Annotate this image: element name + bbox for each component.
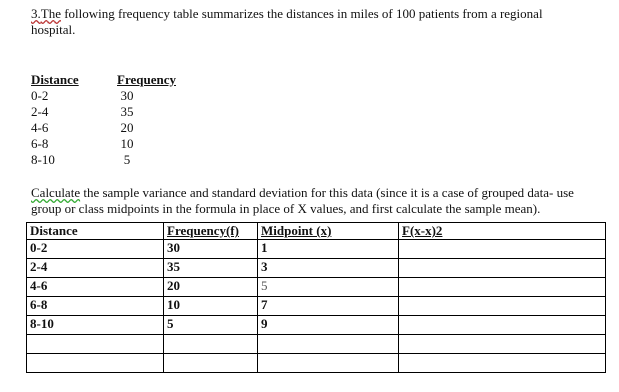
midpoint-cell[interactable] [258, 354, 399, 373]
frequency-table-row [31, 88, 177, 104]
deviation-cell[interactable] [399, 354, 606, 373]
distance-cell[interactable]: 6-8 [27, 297, 164, 316]
frequency-cell: 20 [120, 120, 134, 135]
work-table [26, 222, 606, 373]
frequency-table-row [31, 120, 177, 136]
table-row [27, 354, 606, 373]
frequency-cell: 30 [120, 88, 134, 103]
midpoint-cell[interactable]: 5 [258, 278, 399, 297]
frequency-table-row [31, 104, 177, 120]
deviation-cell[interactable] [399, 259, 606, 278]
frequency-table [31, 72, 177, 168]
frequency-header: Frequency [117, 72, 176, 87]
intro-paragraph [31, 6, 571, 38]
frequency-cell[interactable]: 35 [164, 259, 258, 278]
frequency-cell[interactable]: 20 [164, 278, 258, 297]
work-table-header [27, 223, 606, 240]
distance-cell: 4-6 [31, 120, 49, 135]
distance-cell: 6-8 [31, 136, 49, 151]
frequency-column-header: Frequency(f) [164, 223, 258, 240]
distance-cell[interactable]: 0-2 [27, 240, 164, 259]
deviation-cell[interactable] [399, 240, 606, 259]
frequency-table-header [31, 72, 177, 88]
midpoint-column-header: Midpoint (x) [258, 223, 399, 240]
deviation-cell[interactable] [399, 316, 606, 335]
instructions-calculate: Calculate [31, 185, 81, 200]
deviation-cell[interactable] [399, 297, 606, 316]
distance-cell: 2-4 [31, 104, 49, 119]
deviation-cell[interactable] [399, 278, 606, 297]
instructions-paragraph [31, 185, 591, 217]
midpoint-cell[interactable]: 9 [258, 316, 399, 335]
frequency-cell[interactable]: 5 [164, 316, 258, 335]
table-row [27, 259, 606, 278]
distance-cell[interactable] [27, 354, 164, 373]
frequency-cell[interactable] [164, 354, 258, 373]
intro-the: The [40, 6, 61, 21]
midpoint-cell[interactable]: 7 [258, 297, 399, 316]
midpoint-cell[interactable] [258, 335, 399, 354]
frequency-table-row [31, 152, 177, 168]
instructions-text: the sample variance and standard deviation for this data (since it is a case of grouped data- use group or class midpoints in the formula in place of X values, and first calculate the sample mean). [31, 185, 574, 216]
frequency-cell[interactable]: 30 [164, 240, 258, 259]
distance-cell: 8-10 [31, 152, 55, 167]
frequency-cell: 35 [120, 104, 134, 119]
frequency-cell[interactable]: 10 [164, 297, 258, 316]
midpoint-cell[interactable]: 3 [258, 259, 399, 278]
table-row [27, 297, 606, 316]
distance-cell[interactable]: 8-10 [27, 316, 164, 335]
frequency-cell: 10 [120, 136, 134, 151]
document-body [31, 6, 611, 216]
distance-cell[interactable]: 2-4 [27, 259, 164, 278]
table-row [27, 278, 606, 297]
midpoint-cell[interactable]: 1 [258, 240, 399, 259]
deviation-cell[interactable] [399, 335, 606, 354]
table-row [27, 316, 606, 335]
distance-cell[interactable]: 4-6 [27, 278, 164, 297]
deviation-column-header: F(x-x)2 [399, 223, 606, 240]
distance-cell[interactable] [27, 335, 164, 354]
frequency-cell[interactable] [164, 335, 258, 354]
frequency-cell: 5 [123, 152, 131, 167]
intro-text: following frequency table summarizes the distances in miles of 100 patients from a regional hospital. [31, 6, 543, 37]
question-number: 3. [31, 6, 41, 21]
distance-cell: 0-2 [31, 88, 49, 103]
distance-column-header: Distance [27, 223, 164, 240]
table-row [27, 335, 606, 354]
frequency-table-row [31, 136, 177, 152]
distance-header: Distance [31, 72, 79, 87]
table-row [27, 240, 606, 259]
